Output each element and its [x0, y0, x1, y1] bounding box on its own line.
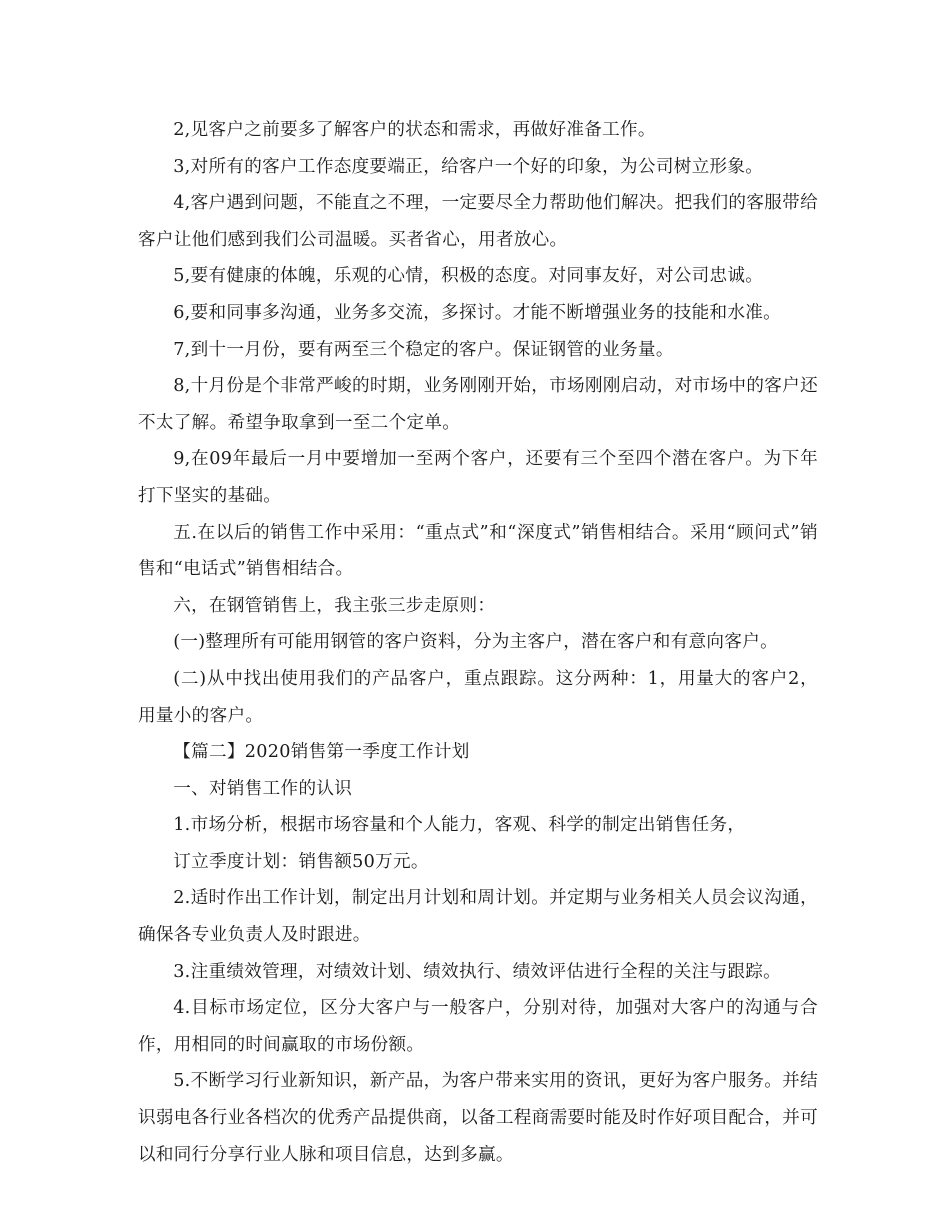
section-six-heading: 六，在钢管销售上，我主张三步走原则：: [173, 595, 496, 616]
paragraph-item-6: 6,要和同事多沟通，业务多交流，多探讨。才能不断增强业务的技能和水准。: [173, 302, 782, 323]
paragraph-item-3: 3,对所有的客户工作态度要端正，给客户一个好的印象，为公司树立形象。: [173, 156, 764, 177]
section-one-heading: 一、对销售工作的认识: [173, 778, 353, 799]
plan-item-1-continued: 订立季度计划：销售额50万元。: [173, 851, 429, 872]
section-five-paragraph: 五.在以后的销售工作中采用：“重点式”和“深度式”销售相结合。采用“顾问式”销售和“电话式”销售相结合。: [138, 522, 818, 580]
plan-item-2: 2.适时作出工作计划，制定出月计划和周计划。并定期与业务相关人员会议沟通，确保各专业负责人及时跟进。: [138, 888, 818, 946]
part-two-title: 【篇二】2020销售第一季度工作计划: [173, 742, 470, 763]
paragraph-item-7: 7,到十一月份，要有两至三个稳定的客户。保证钢管的业务量。: [173, 339, 674, 360]
paragraph-item-5: 5,要有健康的体魄，乐观的心情，积极的态度。对同事友好，对公司忠诚。: [173, 266, 764, 287]
plan-item-3: 3.注重绩效管理，对绩效计划、绩效执行、绩效评估进行全程的关注与跟踪。: [173, 961, 782, 982]
document-body: [138, 112, 818, 1173]
paragraph-item-8: 8,十月份是个非常严峻的时期，业务刚刚开始，市场刚刚启动，对市场中的客户还不太了解。希望争取拿到一至二个定单。: [138, 376, 818, 433]
step-one-paragraph: (一)整理所有可能用钢管的客户资料，分为主客户，潜在客户和有意向客户。: [173, 632, 779, 653]
paragraph-item-9: 9,在09年最后一月中要增加一至两个客户，还要有三个至四个潜在客户。为下年打下坚实的基础。: [138, 449, 818, 506]
step-two-paragraph: (二)从中找出使用我们的产品客户，重点跟踪。这分两种：1，用量大的客户2，用量小的客户。: [138, 668, 818, 726]
paragraph-item-4: 4,客户遇到问题，不能直之不理，一定要尽全力帮助他们解决。把我们的客服带给客户让他们感到我们公司温暖。买者省心，用者放心。: [138, 193, 818, 250]
paragraph-item-2: 2,见客户之前要多了解客户的状态和需求，再做好准备工作。: [173, 120, 656, 140]
plan-item-5: 5.不断学习行业新知识，新产品，为客户带来实用的资讯，更好为客户服务。并结识弱电各行业各档次的优秀产品提供商，以备工程商需要时能及时作好项目配合，并可以和同行分享行业人脉和项目信息，达到多赢。: [138, 1071, 818, 1165]
plan-item-4: 4.目标市场定位，区分大客户与一般客户，分别对待，加强对大客户的沟通与合作，用相同的时间赢取的市场份额。: [138, 998, 818, 1055]
plan-item-1: 1.市场分析，根据市场容量和个人能力，客观、科学的制定出销售任务，: [173, 815, 746, 836]
